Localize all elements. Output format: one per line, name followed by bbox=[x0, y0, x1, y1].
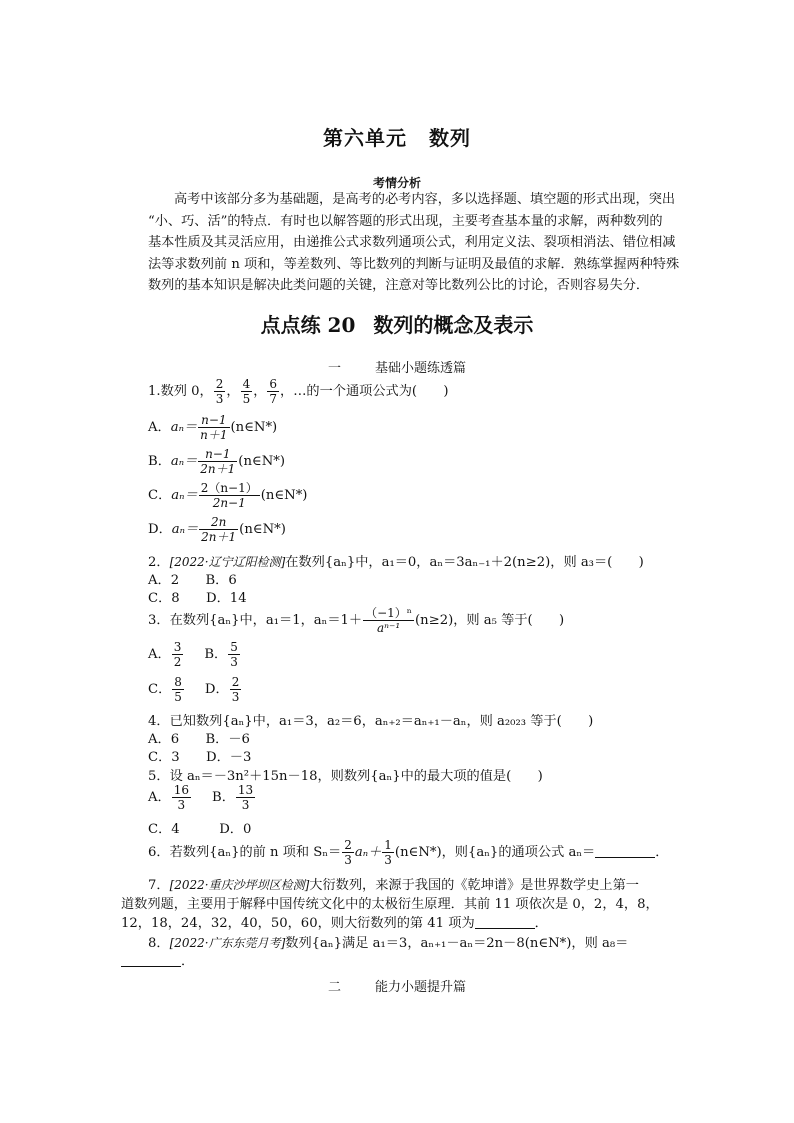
question-text: (n∈N*)，则{aₙ}的通项公式 aₙ＝ bbox=[394, 845, 596, 860]
numerator: 2 bbox=[344, 838, 352, 852]
option-label: D． bbox=[148, 522, 172, 537]
numerator: 13 bbox=[237, 783, 254, 797]
fraction bbox=[172, 640, 184, 669]
numerator: 2n bbox=[210, 515, 227, 529]
question-2-options-row2: C．8 D．14 bbox=[148, 591, 247, 606]
analysis-paragraph bbox=[148, 189, 680, 297]
answer-blank[interactable] bbox=[595, 845, 655, 858]
question-1-option-b bbox=[148, 447, 285, 476]
lesson-topic: 数列的概念及表示 bbox=[373, 313, 534, 337]
question-number: 8． bbox=[148, 936, 170, 951]
fraction bbox=[172, 675, 184, 704]
numerator: 2 bbox=[215, 377, 224, 391]
denominator: n＋1 bbox=[200, 428, 228, 442]
section-title: 基础小题练透篇 bbox=[375, 361, 467, 376]
question-8-line1 bbox=[148, 932, 628, 951]
question-4-options-row2: C．3 D．－3 bbox=[148, 750, 252, 765]
question-5-options-row2: C．4 D．0 bbox=[148, 822, 252, 837]
denominator: aⁿ⁻¹ bbox=[363, 620, 414, 635]
fraction bbox=[198, 413, 229, 442]
question-7-line1 bbox=[148, 874, 639, 893]
numerator: 4 bbox=[242, 377, 251, 391]
question-text: 3．在数列{aₙ}中，a₁＝1，aₙ＝1＋ bbox=[148, 613, 363, 628]
question-5-stem: 5．设 aₙ＝－3n²＋15n－18，则数列{aₙ}中的最大项的值是( ) bbox=[148, 769, 543, 784]
fraction bbox=[363, 606, 414, 635]
option-label: D． bbox=[204, 682, 229, 697]
question-text: 在数列{aₙ}中，a₁＝0，aₙ＝3aₙ₋₁＋2(n≥2)，则 a₃＝( ) bbox=[285, 555, 644, 570]
question-text: 12，18，24，32，40，50，60，则大衍数列的第 41 项为 bbox=[121, 916, 475, 931]
question-text: 6．若数列{aₙ}的前 n 项和 Sₙ＝ bbox=[148, 845, 342, 860]
denominator: 2n＋1 bbox=[200, 462, 236, 476]
fraction bbox=[199, 515, 238, 544]
denominator: 7 bbox=[269, 392, 278, 406]
question-source: [2022·重庆沙坪坝区检测] bbox=[169, 878, 310, 892]
lesson-title bbox=[0, 309, 794, 338]
domain-note: (n∈N*) bbox=[260, 488, 308, 503]
option-label: C． bbox=[148, 682, 172, 697]
fraction bbox=[342, 838, 354, 867]
numerator: 5 bbox=[230, 640, 238, 654]
numerator: 2（n−1） bbox=[200, 481, 258, 495]
unit-number: 第六单元 bbox=[323, 126, 407, 150]
question-text: (n≥2)，则 a₅ 等于( ) bbox=[415, 613, 565, 628]
domain-note: (n∈N*) bbox=[239, 522, 286, 537]
numerator: n−1 bbox=[201, 413, 227, 427]
question-2-stem bbox=[148, 551, 644, 570]
option-label: B． bbox=[212, 790, 235, 805]
analysis-line: “小、巧、活”的特点．有时也以解答题的形式出现，主要考查基本量的求解，两种数列的 bbox=[148, 213, 663, 229]
expr-lhs: aₙ＝ bbox=[171, 488, 198, 503]
question-3-options-row1 bbox=[148, 640, 241, 669]
question-text: 大衍数列，来源于我国的《乾坤谱》是世界数学史上第一 bbox=[309, 878, 639, 893]
fraction bbox=[228, 640, 240, 669]
section-number: 一 bbox=[327, 361, 341, 376]
denominator: 3 bbox=[344, 853, 352, 867]
question-1-option-d bbox=[148, 515, 286, 544]
denominator: 2 bbox=[173, 655, 182, 669]
numerator: 6 bbox=[269, 377, 278, 391]
fraction bbox=[236, 783, 255, 812]
unit-title bbox=[0, 122, 794, 151]
question-text: 数列{aₙ}满足 a₁＝3，aₙ₊₁－aₙ＝2n－8(n∈N*)，则 a₈＝ bbox=[285, 936, 629, 951]
numerator: 2 bbox=[231, 675, 240, 689]
section-advanced-heading bbox=[0, 976, 794, 995]
numerator: （−1）ⁿ bbox=[365, 606, 412, 620]
expr-term: aₙ＋ bbox=[354, 845, 382, 860]
fraction bbox=[230, 675, 242, 704]
question-1-option-a bbox=[148, 413, 277, 442]
section-title: 能力小题提升篇 bbox=[375, 980, 467, 995]
answer-blank[interactable] bbox=[475, 916, 535, 929]
denominator: 2n−1 bbox=[199, 495, 260, 510]
analysis-heading: 考情分析 bbox=[372, 176, 421, 190]
lesson-number: 点点练 20 bbox=[260, 313, 356, 337]
denominator: 5 bbox=[242, 392, 251, 406]
question-7-line2: 道数列题，主要用于解释中国传统文化中的太极衍生原理．其前 11 项依次是 0，2，4，8， bbox=[121, 897, 659, 912]
fraction bbox=[172, 783, 191, 812]
domain-note: (n∈N*) bbox=[230, 420, 278, 435]
question-6-stem: 6．若数列{aₙ}的前 n 项和 Sₙ＝ $\frac{2}{3}$ aₙ＋ $\frac{1}{3}$ (n∈N*)，则{aₙ}的通项公式 aₙ＝ ． bbox=[148, 838, 669, 867]
question-number: 2． bbox=[148, 555, 170, 570]
expr-lhs: aₙ＝ bbox=[171, 522, 199, 537]
question-1-option-c bbox=[148, 481, 307, 510]
question-source: [2022·辽宁辽阳检测] bbox=[169, 555, 286, 569]
analysis-line: 法等求数列前 n 项和，等差数列、等比数列的判断与证明及最值的求解．熟练掌握两种特殊 bbox=[148, 256, 680, 272]
option-label: A． bbox=[148, 420, 171, 435]
q1-stem-text: 1.数列 0， bbox=[148, 384, 213, 399]
question-8-line2: ． bbox=[121, 950, 194, 969]
numerator: n−1 bbox=[205, 447, 231, 461]
fraction bbox=[198, 447, 237, 476]
expr-lhs: aₙ＝ bbox=[170, 454, 198, 469]
fraction bbox=[214, 377, 226, 406]
option-label: B． bbox=[204, 647, 228, 662]
section-number: 二 bbox=[327, 980, 341, 995]
numerator: 1 bbox=[384, 838, 392, 852]
numerator: 8 bbox=[174, 675, 182, 689]
question-source: [2022·广东东莞月考] bbox=[169, 936, 286, 950]
question-3-stem bbox=[148, 606, 564, 635]
section-basic-heading bbox=[0, 357, 794, 376]
unit-topic: 数列 bbox=[429, 126, 471, 150]
analysis-line: 高考中该部分多为基础题，是高考的必考内容，多以选择题、填空题的形式出现，突出 bbox=[174, 192, 676, 207]
numerator: 3 bbox=[173, 640, 182, 654]
question-3-options-row2 bbox=[148, 675, 242, 704]
denominator: 3 bbox=[172, 797, 191, 812]
denominator: 3 bbox=[384, 853, 392, 867]
denominator: 3 bbox=[215, 392, 224, 406]
answer-blank[interactable] bbox=[121, 954, 181, 967]
denominator: 5 bbox=[174, 690, 182, 704]
question-1-stem: 1.数列 0， $\frac{2}{3}$ ， $\frac{4}{5}$ ， $\frac{6}{7}$ ，…的一个通项公式为( ) bbox=[148, 377, 449, 406]
question-7-line3: 12，18，24，32，40，50，60，则大衍数列的第 41 项为 ． bbox=[121, 916, 548, 931]
q1-stem-text: ，…的一个通项公式为( ) bbox=[280, 384, 449, 399]
option-label: A． bbox=[148, 647, 171, 662]
denominator: 3 bbox=[230, 655, 238, 669]
fraction bbox=[267, 377, 279, 406]
numerator: 16 bbox=[173, 783, 189, 797]
domain-note: (n∈N*) bbox=[238, 454, 285, 469]
question-5-options-row1 bbox=[148, 783, 256, 812]
question-number: 7． bbox=[148, 878, 170, 893]
expr-lhs: aₙ＝ bbox=[170, 420, 198, 435]
question-4-stem: 4．已知数列{aₙ}中，a₁＝3，a₂＝6，aₙ₊₂＝aₙ₊₁－aₙ，则 a₂₀₂₃ 等于( ) bbox=[148, 714, 594, 729]
option-label: B． bbox=[148, 454, 171, 469]
fraction bbox=[241, 377, 253, 406]
fraction bbox=[382, 838, 394, 867]
question-2-options-row1: A．2 B．6 bbox=[148, 573, 237, 588]
question-4-options-row1: A．6 B．－6 bbox=[148, 732, 250, 747]
fraction bbox=[199, 481, 260, 510]
denominator: 3 bbox=[236, 797, 255, 812]
option-label: C． bbox=[148, 488, 172, 503]
option-label: A． bbox=[148, 790, 171, 805]
denominator: 3 bbox=[231, 690, 240, 704]
analysis-line: 基本性质及其灵活应用，由递推公式求数列通项公式，利用定义法、裂项相消法、错位相减 bbox=[148, 235, 676, 250]
analysis-line: 数列的基本知识是解决此类问题的关键，注意对等比数列公比的讨论，否则容易失分． bbox=[148, 278, 650, 293]
denominator: 2n＋1 bbox=[201, 530, 237, 544]
